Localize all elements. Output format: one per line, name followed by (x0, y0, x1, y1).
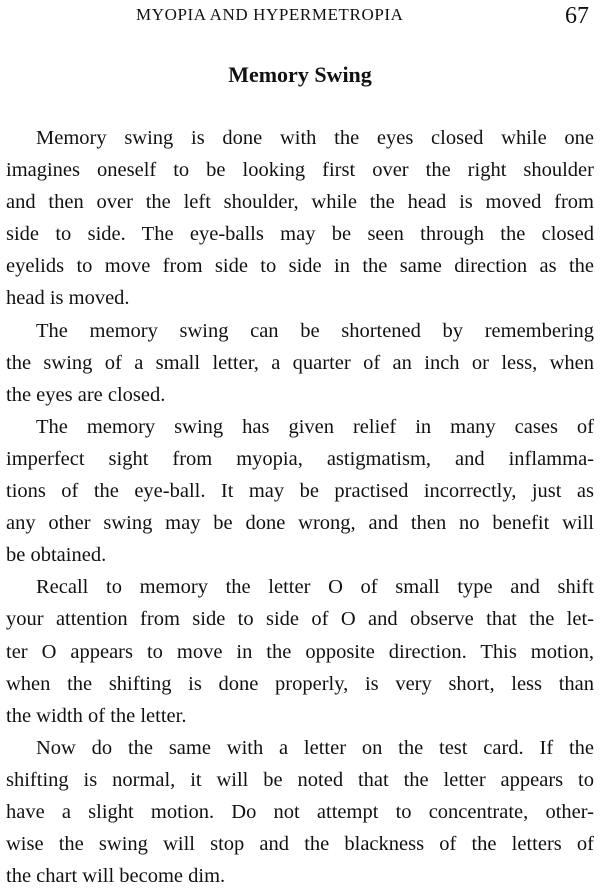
body-text (6, 122, 594, 892)
text-line: side to side. The eye-balls may be seen through the closed (6, 223, 594, 246)
text-line: ter O appears to move in the opposite direction. This motion, (6, 640, 594, 663)
page-number: 67 (565, 3, 589, 29)
text-line: Memory swing is done with the eyes closed while one (36, 127, 594, 149)
text-line: the swing of a small letter, a quarter of an inch or less, when (6, 351, 594, 374)
text-line: the width of the letter. (6, 704, 187, 727)
text-line: shifting is normal, it will be noted that the letter appears to (6, 768, 594, 791)
section-title: Memory Swing (228, 62, 372, 87)
text-line: have a slight motion. Do not attempt to concentrate, other- (6, 800, 594, 823)
text-line: The memory swing can be shortened by remembering (36, 319, 594, 342)
text-line: Recall to memory the letter O of small type and shift (36, 576, 594, 599)
text-line: your attention from side to side of O and observe that the let- (6, 608, 594, 631)
text-line: Now do the same with a letter on the test card. If the (36, 736, 594, 759)
text-line: any other swing may be done wrong, and then no benefit will (6, 512, 594, 535)
text-line: when the shifting is done properly, is very short, less than (6, 672, 594, 695)
text-line: imagines oneself to be looking first over the right shoulder (6, 159, 594, 182)
text-line: be obtained. (6, 544, 107, 567)
text-line: The memory swing has given relief in many cases of (36, 415, 594, 438)
text-line: head is moved. (6, 287, 130, 310)
text-line: the eyes are closed. (6, 383, 166, 406)
text-line: imperfect sight from myopia, astigmatism, and inflamma- (6, 447, 594, 470)
running-title: MYOPIA AND HYPERMETROPIA (136, 5, 404, 24)
running-head (0, 3, 600, 27)
text-line: and then over the left shoulder, while the head is moved from (6, 191, 594, 214)
text-line: eyelids to move from side to side in the same direction as the (6, 255, 594, 278)
text-line: the chart will become dim. (6, 865, 226, 888)
text-line: tions of the eye-ball. It may be practised incorrectly, just as (6, 480, 594, 503)
text-line: wise the swing will stop and the blackness of the letters of (6, 833, 594, 856)
